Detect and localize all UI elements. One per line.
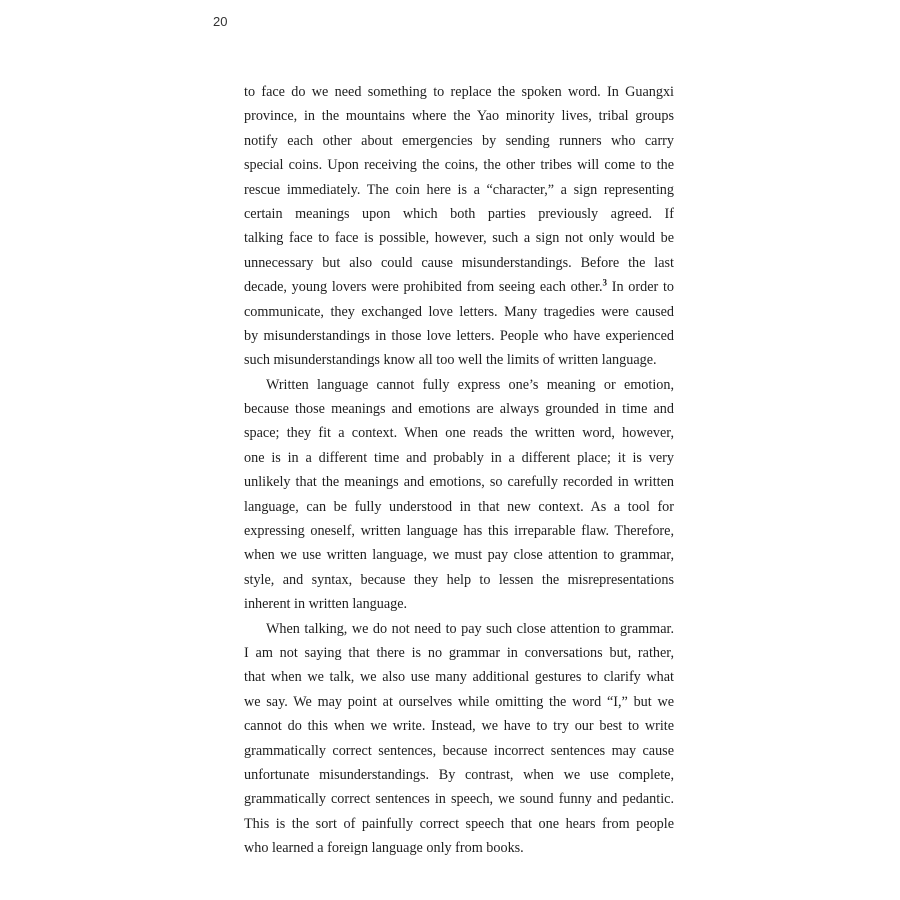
text-line: I am not saying that there is no grammar in conversations but, rather, (244, 644, 674, 661)
text-line: grammatically correct sentences in speech, we sound funny and pedantic. (244, 791, 674, 808)
text-segment: In order to (607, 279, 674, 296)
text-line: we say. We may point at ourselves while omitting the word “I,” but we (244, 693, 674, 710)
text-line: when we use written language, we must pay close attention to grammar, (244, 547, 674, 564)
page-number: 20 (213, 14, 228, 29)
text-line: unlikely that the meanings and emotions, so carefully recorded in written (244, 474, 674, 491)
text-line: to face do we need something to replace the spoken word. In Guangxi (244, 84, 674, 100)
text-line-with-footnote (244, 275, 674, 299)
text-line: talking face to face is possible, however, such a sign not only would be (244, 230, 674, 247)
text-line: communicate, they exchanged love letters. Many tragedies were caused (244, 303, 674, 320)
text-line: certain meanings upon which both parties previously agreed. If (244, 205, 674, 222)
text-line: rescue immediately. The coin here is a “character,” a sign representing (244, 181, 674, 198)
text-segment: decade, young lovers were prohibited from seeing each other. (244, 279, 603, 296)
paragraph-3 (244, 617, 674, 861)
paragraph-1 (244, 80, 674, 373)
text-line: language, can be fully understood in that new context. As a tool for (244, 498, 674, 515)
paragraph-2 (244, 373, 674, 617)
text-line: Written language cannot fully express one’s meaning or emotion, (266, 376, 674, 393)
text-line: notify each other about emergencies by sending runners who carry (244, 132, 674, 149)
text-line: such misunderstandings know all too well the limits of written language. (244, 352, 657, 369)
text-line: space; they fit a context. When one reads the written word, however, (244, 425, 674, 442)
text-line: grammatically correct sentences, because incorrect sentences may cause (244, 742, 674, 759)
text-line: style, and syntax, because they help to lessen the misrepresentations (244, 571, 674, 588)
text-line: expressing oneself, written language has this irreparable flaw. Therefore, (244, 523, 674, 540)
text-line: one is in a different time and probably in a different place; it is very (244, 449, 674, 466)
text-line: because those meanings and emotions are always grounded in time and (244, 401, 674, 418)
text-line: special coins. Upon receiving the coins, the other tribes will come to the (244, 157, 674, 174)
text-line: inherent in written language. (244, 596, 408, 613)
text-line: province, in the mountains where the Yao minority lives, tribal groups (244, 108, 674, 125)
text-line: This is the sort of painfully correct speech that one hears from people (244, 815, 674, 832)
footnote-marker: 3 (602, 277, 608, 288)
text-line: who learned a foreign language only from books. (244, 840, 524, 857)
text-line: by misunderstandings in those love letters. People who have experienced (244, 327, 674, 344)
text-line: cannot do this when we write. Instead, we have to try our best to write (244, 718, 674, 735)
body-text (244, 80, 674, 861)
text-line: When talking, we do not need to pay such close attention to grammar. (266, 620, 674, 637)
text-line: unnecessary but also could cause misunderstandings. Before the last (244, 254, 674, 271)
text-line: unfortunate misunderstandings. By contrast, when we use complete, (244, 766, 674, 783)
text-line: that when we talk, we also use many additional gestures to clarify what (244, 669, 674, 686)
